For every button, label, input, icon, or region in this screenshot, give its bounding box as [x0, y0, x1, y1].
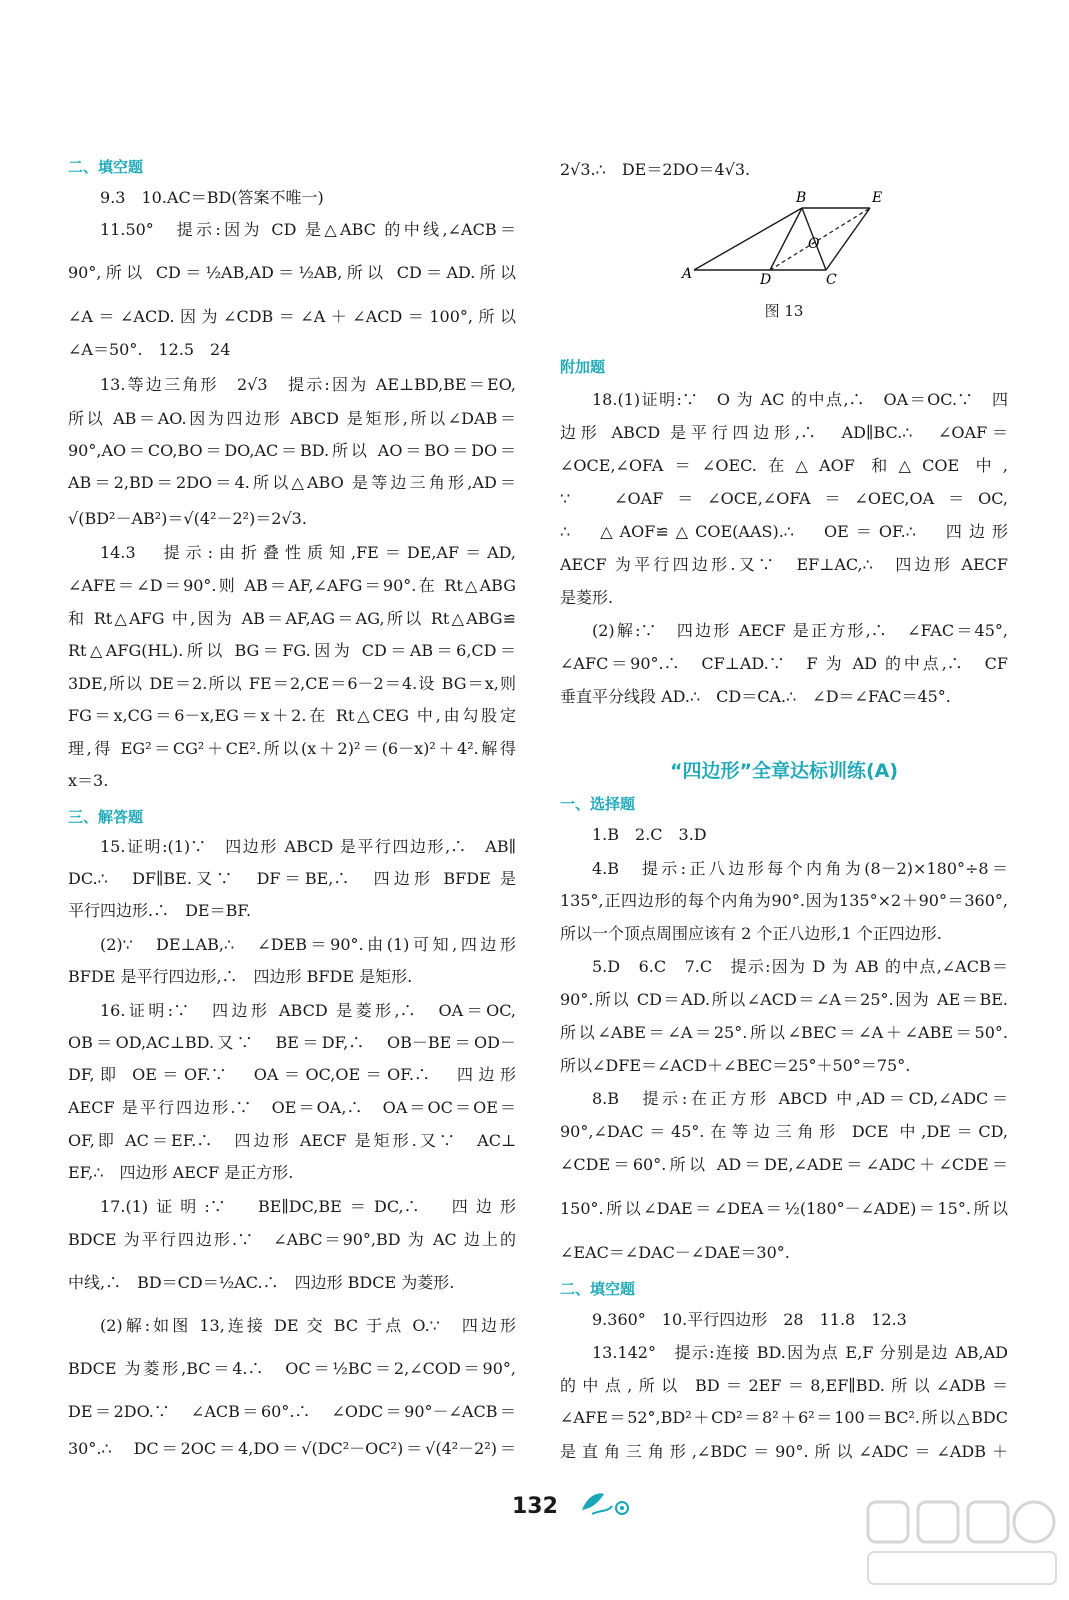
line-text: 30°.∴ DC＝2OC＝4,DO＝√(DC²－OC²)＝√(4²－2²)＝ — [68, 1439, 516, 1458]
text-line — [68, 864, 516, 894]
line-text: ∠OCE,∠OFA＝∠OEC.在△AOF 和△COE 中, — [560, 456, 1008, 475]
line-text: 4.B 提示:正八边形每个内角为(8－2)×180°÷8＝ — [592, 859, 1008, 878]
text-line — [560, 1305, 1008, 1335]
label-d: D — [760, 272, 772, 284]
text-line — [68, 669, 516, 699]
line-text: 13.等边三角形 2√3 提示:因为 AE⊥BD,BE＝EO, — [100, 375, 516, 394]
text-line — [560, 517, 1008, 547]
text-line — [560, 1338, 1008, 1368]
line-text: BDCE 为平行四边形.∵ ∠ABC＝90°,BD 为 AC 边上的 — [68, 1230, 516, 1249]
text-line — [68, 1192, 516, 1222]
line-text: √(BD²－AB²)＝√(4²－2²)＝2√3. — [68, 509, 307, 528]
text-line — [68, 504, 516, 534]
text-line — [560, 451, 1008, 481]
text-line — [68, 636, 516, 666]
chapter-title: “四边形”全章达标训练(A) — [669, 760, 899, 782]
line-text: 90°,AO＝CO,BO＝DO,AC＝BD.所以 AO＝BO＝DO＝ — [68, 441, 516, 460]
line-text: 17.(1)证明:∵ BE∥DC,BE＝DC,∴ 四边形 — [100, 1197, 516, 1216]
text-line — [560, 1194, 1008, 1224]
text-line — [560, 1238, 1008, 1268]
label-o: O — [808, 236, 820, 252]
text-line — [560, 550, 1008, 580]
line-text: DC.∴ DF∥BE.又∵ DF＝BE,∴ 四边形 BFDE 是 — [68, 869, 516, 888]
text-line — [560, 155, 1008, 185]
line-text: (2)解:∵ 四边形 AECF 是正方形,∴ ∠FAC＝45°, — [592, 621, 1008, 640]
section-header — [68, 802, 516, 832]
line-text: 8.B 提示:在正方形 ABCD 中,AD＝CD,∠ADC＝ — [592, 1089, 1008, 1108]
text-line — [560, 649, 1008, 679]
text-line — [68, 302, 516, 332]
line-text: 所以∠DFE＝∠ACD＋∠BEC＝25°＋50°＝75°. — [560, 1056, 911, 1075]
line-text: DE＝2DO.∵ ∠ACB＝60°.∴ ∠ODC＝90°－∠ACB＝ — [68, 1402, 516, 1421]
text-line — [68, 538, 516, 568]
line-text: 18.(1)证明:∵ O 为 AC 的中点,∴ OA＝OC.∵ 四 — [592, 390, 1008, 409]
line-text: ∠AFE＝52°,BD²＋CD²＝8²＋6²＝100＝BC².所以△BDC — [560, 1408, 1008, 1427]
text-line — [68, 604, 516, 634]
line-text: AECF 为平行四边形.又∵ EF⊥AC,∴ 四边形 AECF — [560, 555, 1008, 574]
text-line — [68, 258, 516, 288]
text-line — [560, 583, 1008, 613]
line-text: DF,即 OE＝OF.∵ OA＝OC,OE＝OF.∴ 四边形 — [68, 1065, 516, 1084]
line-text: 1.B 2.C 3.D — [592, 825, 707, 844]
text-line — [68, 766, 516, 796]
text-line — [560, 1150, 1008, 1180]
text-line — [560, 385, 1008, 415]
line-text: ∠A＝∠ACD.因为∠CDB＝∠A＋∠ACD＝100°,所以 — [68, 307, 516, 326]
label-a: A — [682, 266, 693, 282]
line-text: 90°.所以 CD＝AD.所以∠ACD＝∠A＝25°.因为 AE＝BE. — [560, 990, 1008, 1009]
text-line — [68, 1354, 516, 1384]
line-text: 3DE,所以 DE＝2.所以 FE＝2,CE＝6－2＝4.设 BG＝x,则 — [68, 674, 516, 693]
line-text: 是菱形. — [560, 588, 614, 607]
text-line — [68, 962, 516, 992]
section-header — [560, 352, 1008, 382]
text-line — [68, 370, 516, 400]
line-text: ∠AFC＝90°.∴ CF⊥AD.∵ F 为 AD 的中点,∴ CF — [560, 654, 1008, 673]
line-text: 2√3.∴ DE＝2DO＝4√3. — [560, 160, 751, 179]
line-text: 11.50° 提示:因为 CD 是△ABC 的中线,∠ACB＝ — [100, 220, 516, 239]
line-text: 5.D 6.C 7.C 提示:因为 D 为 AB 的中点,∠ACB＝ — [592, 957, 1008, 976]
line-text: ∴ △AOF≌△COE(AAS).∴ OE＝OF.∴ 四边形 — [560, 522, 1008, 541]
line-text: 所以∠ABE＝∠A＝25°.所以∠BEC＝∠A＋∠ABE＝50°. — [560, 1023, 1008, 1042]
text-line — [68, 701, 516, 731]
line-text: 15.证明:(1)∵ 四边形 ABCD 是平行四边形,∴ AB∥ — [100, 837, 516, 856]
text-line — [68, 832, 516, 862]
line-text: 二、填空题 — [68, 158, 144, 176]
text-line — [68, 571, 516, 601]
figure-13 — [680, 188, 890, 284]
line-text: 二、填空题 — [560, 1280, 636, 1298]
line-text: 边形 ABCD 是平行四边形,∴ AD∥BC.∴ ∠OAF＝ — [560, 423, 1008, 442]
text-line — [68, 1093, 516, 1123]
text-line — [560, 1051, 1008, 1081]
line-text: x＝3. — [68, 771, 109, 790]
label-c: C — [826, 272, 837, 284]
text-line — [560, 854, 1008, 884]
text-line — [560, 1084, 1008, 1114]
text-line — [560, 1371, 1008, 1401]
text-line — [560, 1018, 1008, 1048]
text-line — [560, 1117, 1008, 1147]
text-line — [68, 1397, 516, 1427]
text-line — [560, 886, 1008, 916]
line-text: 平行四边形.∴ DE＝BF. — [68, 901, 252, 920]
figure-caption: 图 13 — [764, 302, 804, 320]
text-line — [68, 896, 516, 926]
line-text: 是直角三角形,∠BDC＝90°.所以∠ADC＝∠ADB＋ — [560, 1442, 1008, 1461]
line-text: 中线,∴ BD＝CD＝½AC.∴ 四边形 BDCE 为菱形. — [68, 1273, 455, 1292]
line-text: 16.证明:∵ 四边形 ABCD 是菱形,∴ OA＝OC, — [100, 1001, 516, 1020]
text-line — [560, 682, 1008, 712]
line-text: 90°,所以 CD＝½AB,AD＝½AB,所以 CD＝AD.所以 — [68, 263, 516, 282]
text-line — [68, 1028, 516, 1058]
line-text: ∠AFE＝∠D＝90°.则 AB＝AF,∠AFG＝90°.在 Rt△ABG — [68, 576, 516, 595]
line-text: 的中点,所以 BD＝2EF＝8,EF∥BD.所以∠ADB＝ — [560, 1376, 1008, 1395]
text-line — [560, 820, 1008, 850]
text-line — [68, 1126, 516, 1156]
line-text: ∵ ∠OAF＝∠OCE,∠OFA＝∠OEC,OA＝OC, — [560, 489, 1008, 508]
line-text: 135°,正四边形的每个内角为90°.因为135°×2＋90°＝360°, — [560, 891, 1008, 910]
text-line — [68, 1311, 516, 1341]
text-line — [68, 1225, 516, 1255]
line-text: 所以一个顶点周围应该有 2 个正八边形,1 个正四边形. — [560, 924, 942, 943]
line-text: FG＝x,CG＝6－x,EG＝x＋2.在 Rt△CEG 中,由勾股定 — [68, 706, 516, 725]
label-e: E — [872, 190, 883, 206]
text-line — [68, 1268, 516, 1298]
text-line — [68, 1158, 516, 1188]
text-line — [68, 930, 516, 960]
line-text: OB＝OD,AC⊥BD.又∵ BE＝DF,∴ OB－BE＝OD－ — [68, 1033, 516, 1052]
line-text: EF,∴ 四边形 AECF 是正方形. — [68, 1163, 294, 1182]
line-text: 理,得 EG²＝CG²＋CE².所以(x＋2)²＝(6－x)²＋4².解得 — [68, 739, 516, 758]
line-text: 13.142° 提示:连接 BD.因为点 E,F 分别是边 AB,AD — [592, 1343, 1008, 1362]
text-line — [68, 183, 516, 213]
line-text: ∠EAC＝∠DAC－∠DAE＝30°. — [560, 1243, 790, 1262]
line-text: AB＝2,BD＝2DO＝4.所以△ABO 是等边三角形,AD＝ — [68, 473, 516, 492]
line-text: (2)解:如图 13,连接 DE 交 BC 于点 O.∵ 四边形 — [100, 1316, 516, 1335]
line-text: 附加题 — [560, 358, 606, 376]
text-line — [560, 919, 1008, 949]
leaf-ornament-icon — [578, 1488, 634, 1518]
text-line — [68, 215, 516, 245]
section-header — [560, 1274, 1008, 1304]
page-number: 132 — [512, 1494, 558, 1519]
line-text: 和 Rt△AFG 中,因为 AB＝AF,AG＝AG,所以 Rt△ABG≌ — [68, 609, 516, 628]
line-text: ∠CDE＝60°.所以 AD＝DE,∠ADE＝∠ADC＋∠CDE＝ — [560, 1155, 1008, 1174]
section-header-choice: 一、选择题 — [560, 795, 636, 813]
line-text: AECF 是平行四边形.∵ OE＝OA,∴ OA＝OC＝OE＝ — [68, 1098, 516, 1117]
line-text: 垂直平分线段 AD.∴ CD＝CA.∴ ∠D＝∠FAC＝45°. — [560, 687, 951, 706]
line-text: BDCE 为菱形,BC＝4.∴ OC＝½BC＝2,∠COD＝90°, — [68, 1359, 516, 1378]
text-line — [560, 484, 1008, 514]
line-text: OF,即 AC＝EF.∴ 四边形 AECF 是矩形.又∵ AC⊥ — [68, 1131, 516, 1150]
text-line — [68, 1434, 516, 1464]
line-text: 14.3 提示:由折叠性质知,FE＝DE,AF＝AD, — [100, 543, 516, 562]
line-text: 150°.所以∠DAE＝∠DEA＝½(180°－∠ADE)＝15°.所以 — [560, 1199, 1008, 1218]
text-line — [68, 436, 516, 466]
text-line — [68, 404, 516, 434]
line-text: Rt△AFG(HL).所以 BG＝FG.因为 CD＝AB＝6,CD＝ — [68, 641, 516, 660]
line-text: (2)∵ DE⊥AB,∴ ∠DEB＝90°.由(1)可知,四边形 — [100, 935, 516, 954]
line-text: 三、解答题 — [68, 808, 144, 826]
text-line — [560, 1437, 1008, 1467]
text-line — [68, 335, 516, 365]
text-line — [68, 1060, 516, 1090]
text-line — [560, 952, 1008, 982]
label-b: B — [796, 190, 807, 206]
text-line — [560, 1403, 1008, 1433]
text-line — [68, 468, 516, 498]
line-text: ∠A＝50°. 12.5 24 — [68, 340, 231, 359]
line-text: BFDE 是平行四边形,∴ 四边形 BFDE 是矩形. — [68, 967, 413, 986]
text-line — [68, 996, 516, 1026]
line-text: 所以 AB＝AO.因为四边形 ABCD 是矩形,所以∠DAB＝ — [68, 409, 516, 428]
line-text: 90°,∠DAC＝45°.在等边三角形 DCE 中,DE＝CD, — [560, 1122, 1008, 1141]
text-line — [68, 734, 516, 764]
section-header — [68, 152, 516, 182]
line-text: 9.3 10.AC＝BD(答案不唯一) — [100, 188, 324, 207]
text-line — [560, 985, 1008, 1015]
text-line — [560, 616, 1008, 646]
line-text: 9.360° 10.平行四边形 28 11.8 12.3 — [592, 1310, 907, 1329]
text-line — [560, 418, 1008, 448]
seg-ce — [826, 208, 870, 270]
watermark-logo-icon — [862, 1500, 1062, 1592]
